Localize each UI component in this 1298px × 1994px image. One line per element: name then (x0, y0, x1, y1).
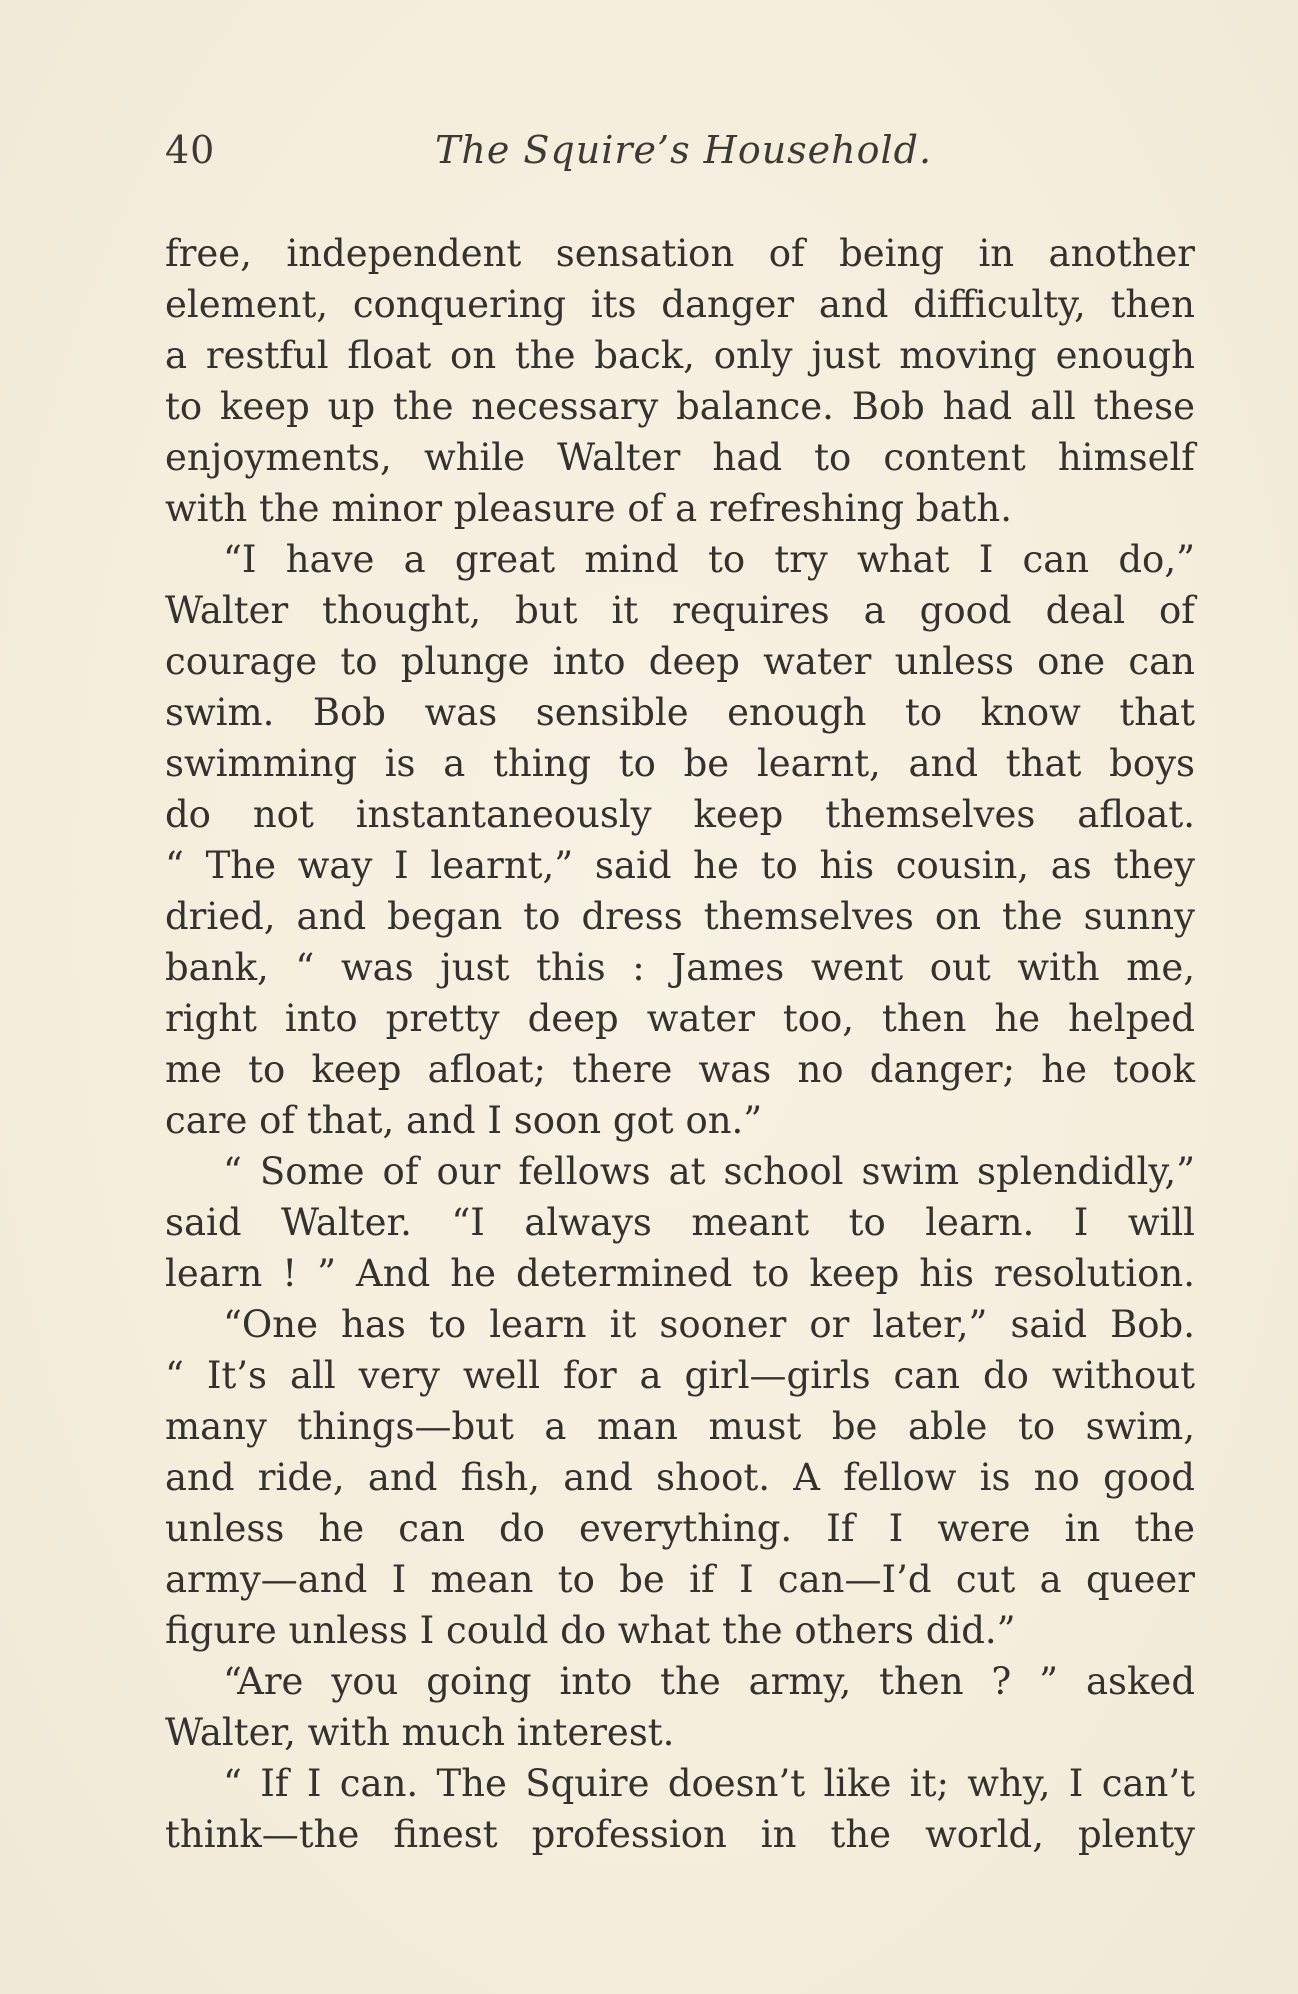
text-line: think—the finest profession in the world, plenty (165, 1813, 1195, 1856)
running-title: The Squire’s Household. (435, 128, 933, 172)
text-line: “ If I can. The Squire doesn’t like it; why, I can’t (223, 1762, 1195, 1805)
text-line: “Are you going into the army, then ? ” asked (223, 1660, 1195, 1703)
text-line: right into pretty deep water too, then he helped (165, 997, 1195, 1040)
text-line: swimming is a thing to be learnt, and that boys (165, 742, 1195, 785)
text-line: and ride, and fish, and shoot. A fellow is no good (165, 1456, 1195, 1499)
page-number: 40 (165, 128, 216, 172)
text-line: me to keep afloat; there was no danger; he took (165, 1048, 1195, 1091)
text-line: a restful float on the back, only just moving enough (165, 334, 1195, 377)
text-line: swim. Bob was sensible enough to know that (165, 691, 1195, 734)
text-line: many things—but a man must be able to swim, (165, 1405, 1195, 1448)
page-header (165, 128, 1195, 188)
text-line: enjoyments, while Walter had to content himself (165, 436, 1195, 479)
text-line: courage to plunge into deep water unless one can (165, 640, 1195, 683)
text-line: care of that, and I soon got on.” (165, 1099, 763, 1142)
text-line: Walter thought, but it requires a good deal of (165, 589, 1195, 632)
text-line: “ The way I learnt,” said he to his cousin, as they (165, 844, 1195, 887)
body-text (165, 228, 1195, 1860)
text-line: dried, and began to dress themselves on the sunny (165, 895, 1195, 938)
text-line: “ It’s all very well for a girl—girls can do without (165, 1354, 1195, 1397)
text-line: Walter, with much interest. (165, 1711, 675, 1754)
text-line: “ Some of our fellows at school swim splendidly,” (223, 1150, 1195, 1193)
text-line: army—and I mean to be if I can—I’d cut a queer (165, 1558, 1195, 1601)
text-line: “One has to learn it sooner or later,” said Bob. (223, 1303, 1195, 1346)
text-line: element, conquering its danger and difficulty, then (165, 283, 1195, 326)
text-line: with the minor pleasure of a refreshing bath. (165, 487, 1012, 530)
text-line: free, independent sensation of being in another (165, 232, 1195, 275)
text-line: learn ! ” And he determined to keep his resolution. (165, 1252, 1195, 1295)
text-line: do not instantaneously keep themselves afloat. (165, 793, 1195, 836)
text-line: bank, “ was just this : James went out with me, (165, 946, 1195, 989)
text-line: figure unless I could do what the others did.” (165, 1609, 1016, 1652)
text-line: to keep up the necessary balance. Bob had all these (165, 385, 1195, 428)
text-line: said Walter. “I always meant to learn. I will (165, 1201, 1195, 1244)
text-line: unless he can do everything. If I were in the (165, 1507, 1195, 1550)
text-line: “I have a great mind to try what I can do,” (223, 538, 1195, 581)
